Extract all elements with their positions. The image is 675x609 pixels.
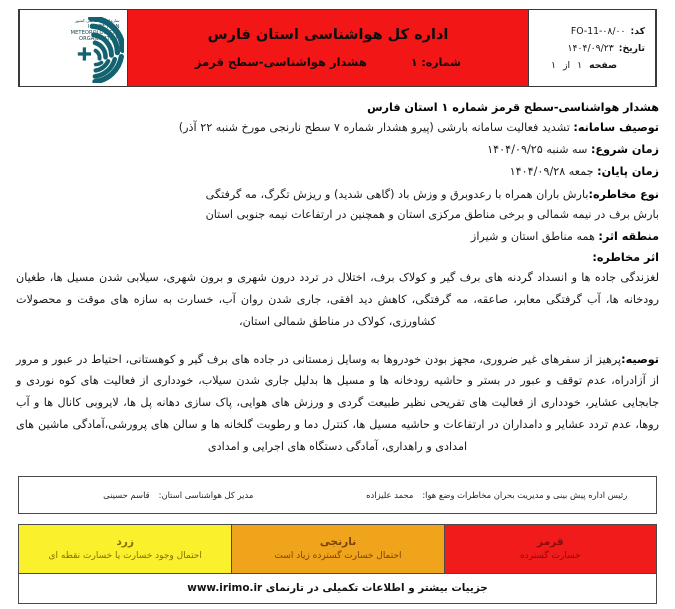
legend-red-name: قرمز (537, 536, 564, 549)
hazard-type-label: نوع مخاطره: (588, 187, 659, 201)
header-subtitle-row (144, 55, 512, 69)
system-description-value: تشدید فعالیت سامانه بارشی (پیرو هشدار شماره ۷ سطح نارنجی مورخ شنبه ۲۲ آذر) (178, 121, 570, 135)
code-label: کد: (630, 25, 645, 37)
footer-text (187, 582, 488, 594)
director-label: مدیر کل هواشناسی استان: (158, 489, 254, 500)
date-label: تاریخ: (618, 42, 645, 54)
logo-en-line-3: ORGANIZATION (78, 35, 120, 42)
page-total: ۱ (551, 59, 556, 71)
region-value: همه مناطق استان و شیراز (470, 229, 595, 243)
logo-fa-line: سازمان هواشناسی کشور (74, 18, 120, 23)
document-content (16, 99, 659, 458)
forecast-chief-cell (338, 490, 657, 500)
legend-cell-yellow (19, 525, 231, 573)
header-logo-box (19, 10, 127, 86)
region-row (16, 228, 659, 246)
legend-footer (19, 573, 656, 603)
start-time-value: سه شنبه ۱۴۰۴/۰۹/۲۵ (487, 143, 588, 157)
system-description-row (16, 119, 659, 137)
end-time-row (16, 163, 659, 181)
organization-title: اداره کل هواشناسی استان فارس (207, 27, 449, 43)
start-time-row (16, 141, 659, 159)
page-row (537, 60, 645, 71)
warning-number-label: شماره: (421, 56, 461, 69)
header-code-box (529, 10, 656, 86)
legend-orange-name: نارنجی (319, 536, 357, 549)
weather-warning-document (0, 9, 675, 609)
warning-number-value: ۱ (410, 56, 418, 69)
page-label: صفحه (589, 59, 618, 71)
hazard-type-row-2 (16, 206, 659, 224)
content-title-text: هشدار هواشناسی-سطح قرمز شماره ۱ استان فارس (367, 101, 659, 114)
code-row (537, 26, 645, 37)
warning-level-subtitle: هشدار هواشناسی-سطح قرمز (195, 55, 367, 69)
severity-legend (18, 524, 657, 604)
legend-red-desc: خسارت گسترده (519, 551, 581, 562)
footer-url[interactable]: www.irimo.ir (187, 582, 263, 595)
start-time-label: زمان شروع: (590, 143, 659, 157)
legend-yellow-desc: احتمال وجود خسارت یا خسارت نقطه ای (48, 551, 202, 562)
system-description-label: توصیف سامانه: (573, 121, 659, 135)
legend-yellow-name: زرد (116, 536, 134, 549)
page-current: ۱ (577, 59, 583, 71)
advice-label: توصیه: (621, 352, 659, 366)
legend-row (19, 525, 656, 573)
date-row (537, 43, 645, 54)
end-time-value: جمعه ۱۴۰۴/۰۹/۲۸ (509, 165, 594, 179)
forecast-chief-label: رئیس اداره پیش بینی و مدیریت بحران مخاطرات وضع هوا: (422, 489, 628, 500)
impact-text: لغزندگی جاده ها و انسداد گردنه های برف گیر و کولاک برف، اختلال در تردد درون شهری و برون شهری، سیلابی شدن مسیل ها، طغیان رودخانه ها، آب گرفتگی معابر، صاعقه، مه گرفتگی، کاهش دید افقی، جاری شدن روان آب، خسارت به سازه های موقت و محصولات کشاورزی، کولاک در مناطق شمالی استان، (16, 270, 659, 328)
advice-text: پرهیز از سفرهای غیر ضروری، مجهز بودن خودروها به وسایل زمستانی در جاده های برف گیر و کوهستانی، احتیاط در عبور و مرور از آزادراه، عدم توقف و عبور در بستر و حاشیه رودخانه ها و مسیل ها بدلیل جاری شدن سیلاب، خودداری از فعالیت های کوه نوردی و جابجایی عشایر، خودداری از فعالیت های تفریحی نظیر طبیعت گردی و ورزش های هوایی، پاک سازی دهانه پل ها، لایروبی کانال ها و آب روها، عدم تردد عشایر و دامداران در ارتفاعات و حاشیه مسیل ها، کنترل دما و رطوبت گلخانه ها و سالن های پرورشی،آمادگی ماشین های امدادی و راهداری، آمادگی دستگاه های اجرایی و امدادی (16, 352, 659, 453)
impact-label: اثر مخاطره: (592, 250, 659, 264)
code-value: FO-11-۰۸/۰۰ (570, 25, 626, 37)
hazard-type-value: بارش باران همراه با رعدوبرق و وزش باد (گاهی شدید) و ریزش تگرگ، مه گرفتگی (205, 187, 589, 201)
director-cell (19, 490, 338, 500)
header-red-banner (127, 10, 529, 86)
spiral-swirl-icon (58, 17, 124, 83)
warning-number (411, 56, 461, 69)
signature-box (18, 476, 657, 514)
legend-cell-orange (231, 525, 443, 573)
hazard-type-row (16, 186, 659, 204)
hazard-type-value-2: بارش برف در نیمه شمالی و برخی مناطق مرکزی استان و همچنین در ارتفاعات نیمه جنوبی استان (205, 207, 659, 221)
director-name: قاسم حسینی (103, 489, 150, 500)
forecast-chief-name: محمد علیزاده (366, 489, 414, 500)
footer-label: جزییات بیشتر و اطلاعات تکمیلی در تارنمای (265, 582, 488, 595)
region-label: منطقه اثر: (598, 229, 659, 243)
content-title-line (16, 99, 659, 117)
legend-orange-desc: احتمال خسارت گسترده زیاد است (274, 551, 402, 562)
imo-logo (22, 12, 126, 84)
end-time-label: زمان پایان: (597, 165, 659, 179)
legend-cell-red (444, 525, 656, 573)
logo-en-line-1: I.R. OF IRAN (87, 23, 120, 30)
logo-en-line-2: METEOROLOGICAL (70, 29, 120, 36)
document-header (18, 9, 657, 87)
page-of-label: از (563, 59, 571, 71)
date-value: ۱۴۰۴/۰۹/۲۳ (567, 42, 614, 54)
advice-block (16, 349, 659, 458)
